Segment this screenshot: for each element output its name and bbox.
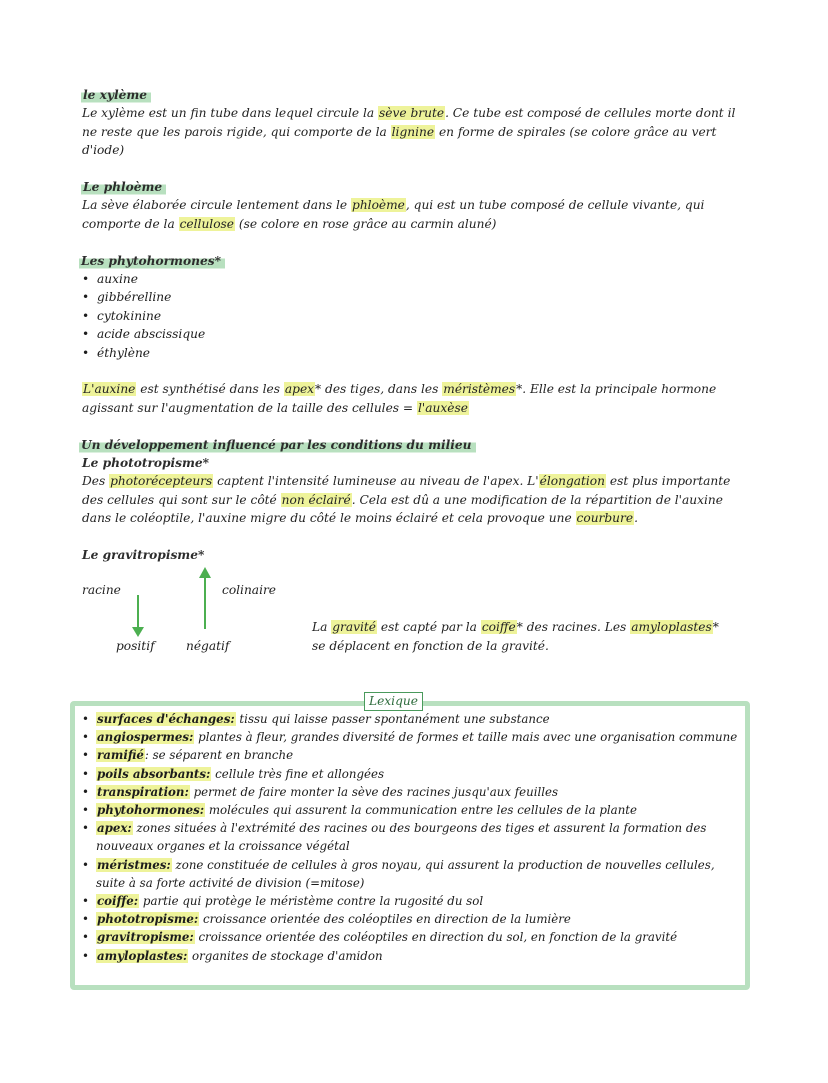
phototropisme-paragraph: Des photorécepteurs captent l'intensité lumineuse au niveau de l'apex. L'élongation est plus importante des cellules qui sont sur le côté non éclairé. Cela est dû a une modification de la répartition de l'auxine dans le coléoptile, l'auxine migre du côté le moins éclairé et cela provoque une courbure. [82, 474, 731, 525]
highlight-auxese: l'auxèse [418, 400, 468, 415]
lexique-item: • poils absorbants: cellule très fine et allongées [82, 765, 744, 783]
auxine-paragraph: L'auxine est synthétisé dans les apex* des tiges, dans les méristèmes*. Elle est la principale hormone agissant sur l'augmentation de la taille des cellules = l'auxèse [82, 382, 717, 415]
highlight-lignine: lignine [391, 124, 435, 139]
lexique-title: Lexique [364, 692, 423, 711]
lexique-item: • coiffe: partie qui protège le méristème contre la rugosité du sol [82, 892, 744, 910]
label-positif: positif [116, 639, 155, 653]
highlight-cellulose: cellulose [179, 216, 234, 231]
highlight-non-eclaire: non éclairé [281, 492, 351, 507]
gravite-paragraph: La gravité est capté par la coiffe* des racines. Les amyloplastes* se déplacent en fonction de la gravité. [312, 620, 719, 653]
list-item: • acide abscissique [82, 325, 205, 343]
label-colinaire: colinaire [222, 583, 277, 597]
lexique-item: • transpiration: permet de faire monter la sève des racines jusqu'aux feuilles [82, 783, 744, 801]
section-title-xyleme: le xylème [81, 86, 151, 104]
lexique-item: • phototropisme: croissance orientée des coléoptiles en direction de la lumière [82, 910, 744, 928]
list-item: • gibbérelline [82, 288, 205, 306]
lexique-item: • apex: zones situées à l'extrémité des racines ou des bourgeons des tiges et assurent la formation des nouveaux organes et la croissance végétal [82, 819, 744, 855]
label-racine: racine [82, 583, 121, 597]
section-title-developpement: Un développement influencé par les conditions du milieu [79, 436, 476, 454]
subtitle-phototropisme: Le phototropisme* [82, 456, 210, 470]
list-item: • éthylène [82, 344, 205, 362]
highlight-apex: apex [284, 382, 315, 396]
highlight-elongation: élongation [539, 474, 605, 488]
highlight-meristemes: méristèmes [443, 382, 516, 396]
section-title-phytohormones: Les phytohormones* [79, 252, 225, 270]
label-negatif: négatif [186, 639, 230, 653]
lexique-item: • méristmes: zone constituée de cellules à gros noyau, qui assurent la production de nouvelles cellules, suite à sa forte activité de division (=mitose) [82, 856, 744, 892]
highlight-courbure: courbure [576, 511, 634, 525]
lexique-item: • gravitropisme: croissance orientée des coléoptiles en direction du sol, en fonction de la gravité [82, 928, 744, 946]
highlight-phloeme: phloème [352, 198, 405, 212]
highlight-seve-brute: sève brute [379, 106, 445, 120]
lexique-item: • ramifié: se séparent en branche [82, 746, 744, 764]
gravitropism-arrows [125, 565, 220, 641]
arrow-down-icon [132, 595, 144, 637]
xyleme-paragraph: Le xylème est un fin tube dans lequel circule la sève brute. Ce tube est composé de cellules morte dont il ne reste que les parois rigide, qui comporte de la lignine en forme de spirales (se colore grâce au vert d'iode) [82, 106, 736, 157]
phytohormones-list [82, 270, 205, 362]
list-item: • cytokinine [82, 307, 205, 325]
highlight-amyloplastes: amyloplastes [631, 620, 712, 634]
lexique-list [82, 710, 744, 965]
phloeme-paragraph: La sève élaborée circule lentement dans le phloème, qui est un tube composé de cellule vivante, qui comporte de la cellulose (se colore en rose grâce au carmin aluné) [82, 198, 705, 231]
section-title-phloeme: Le phloème [81, 178, 166, 196]
subtitle-gravitropisme: Le gravitropisme* [82, 548, 205, 562]
lexique-item: • angiospermes: plantes à fleur, grandes diversité de formes et taille mais avec une organisation commune [82, 728, 744, 746]
highlight-photorecepteurs: photorécepteurs [110, 474, 213, 488]
arrow-up-icon [199, 567, 211, 629]
lexique-item: • surfaces d'échanges: tissu qui laisse passer spontanément une substance [82, 710, 744, 728]
lexique-item: • amyloplastes: organites de stockage d'amidon [82, 947, 744, 965]
highlight-gravite: gravité [332, 620, 377, 634]
highlight-coiffe: coiffe [481, 620, 516, 634]
lexique-item: • phytohormones: molécules qui assurent la communication entre les cellules de la plante [82, 801, 744, 819]
highlight-auxine: L'auxine [83, 382, 136, 396]
list-item: • auxine [82, 270, 205, 288]
